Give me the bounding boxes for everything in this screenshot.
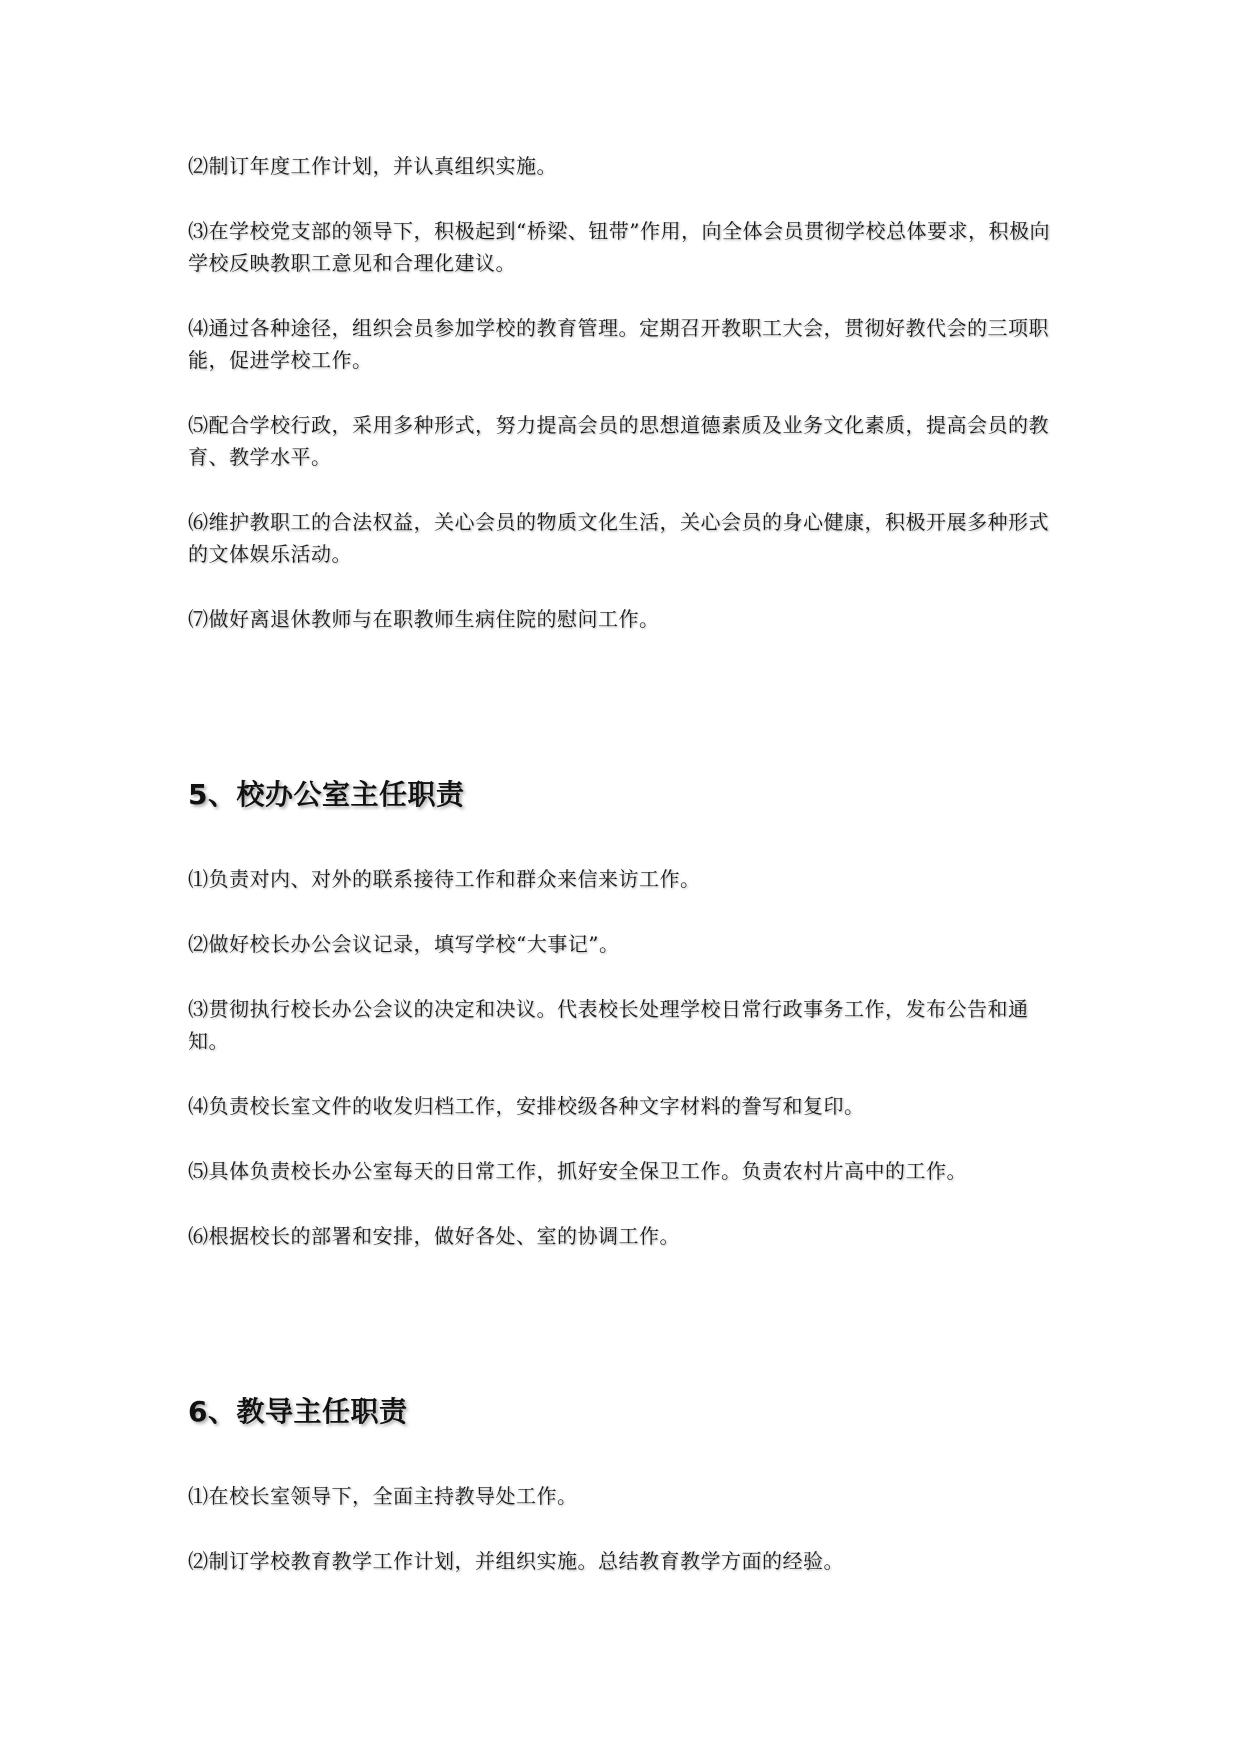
paragraph-item: ⑴在校长室领导下，全面主持教导处工作。: [188, 1484, 578, 1508]
paragraph-item: ⑹维护教职工的合法权益，关心会员的物质文化生活，关心会员的身心健康，积极开展多种形式的文体娱乐活动。: [188, 510, 1049, 566]
paragraph-item: ⑹根据校长的部署和安排，做好各处、室的协调工作。: [188, 1224, 680, 1248]
paragraph-item: ⑵制订学校教育教学工作计划，并组织实施。总结教育教学方面的经验。: [188, 1549, 844, 1573]
paragraph-item: ⑸具体负责校长办公室每天的日常工作，抓好安全保卫工作。负责农村片高中的工作。: [188, 1159, 967, 1183]
paragraph-item: ⑷负责校长室文件的收发归档工作，安排校级各种文字材料的誊写和复印。: [188, 1094, 865, 1118]
paragraph-item: ⑶贯彻执行校长办公会议的决定和决议。代表校长处理学校日常行政事务工作，发布公告和通知。: [188, 997, 1029, 1053]
section-heading: 6、教导主任职责: [188, 1395, 408, 1428]
document-content: [188, 150, 1058, 1577]
paragraph-item: ⑵做好校长办公会议记录，填写学校“大事记”。: [188, 932, 620, 956]
paragraph-item: ⑵制订年度工作计划，并认真组织实施。: [188, 154, 557, 178]
paragraph-item: ⑺做好离退休教师与在职教师生病住院的慰问工作。: [188, 607, 660, 631]
paragraph-item: ⑸配合学校行政，采用多种形式，努力提高会员的思想道德素质及业务文化素质，提高会员的教育、教学水平。: [188, 413, 1049, 469]
paragraph-item: ⑶在学校党支部的领导下，积极起到“桥梁、钮带”作用，向全体会员贯彻学校总体要求，积极向学校反映教职工意见和合理化建议。: [188, 219, 1050, 275]
paragraph-item: ⑷通过各种途径，组织会员参加学校的教育管理。定期召开教职工大会，贯彻好教代会的三项职能，促进学校工作。: [188, 316, 1049, 372]
section-heading: 5、校办公室主任职责: [188, 778, 465, 811]
paragraph-item: ⑴负责对内、对外的联系接待工作和群众来信来访工作。: [188, 867, 701, 891]
